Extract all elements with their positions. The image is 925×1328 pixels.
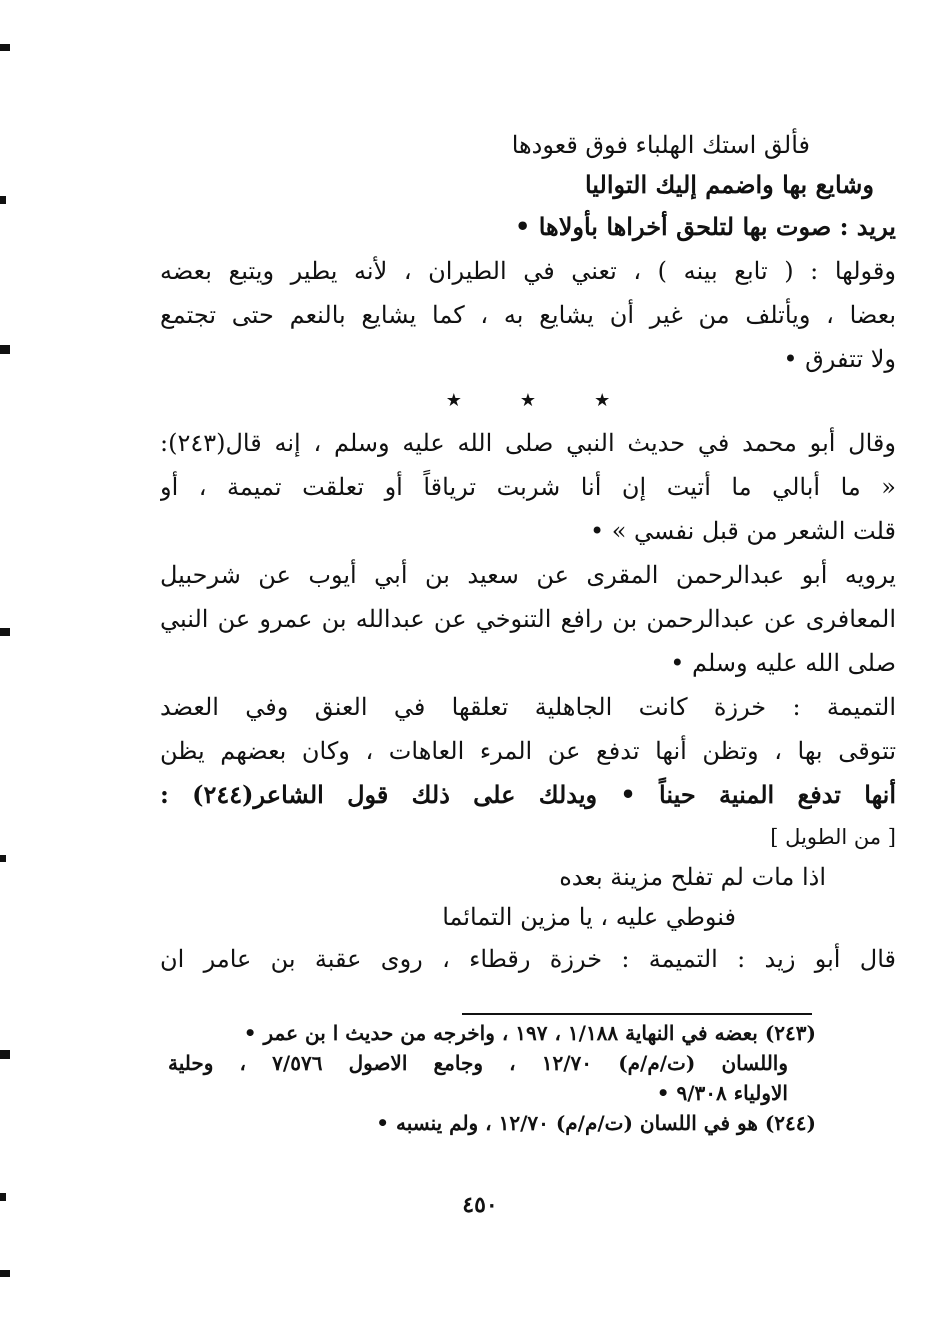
- verse-line: وشايع بها واضمم إليك التواليا: [584, 170, 874, 199]
- verse-line: اذا مات لم تفلح مزينة بعده: [559, 863, 826, 891]
- main-text: [160, 125, 896, 981]
- body-line: التميمة : خرزة كانت الجاهلية تعلقها في العنق وفي العضد: [160, 693, 896, 721]
- scan-margin-mark: [0, 196, 6, 204]
- body-line: ولا تتفرق •: [783, 345, 896, 373]
- scan-margin-mark: [0, 44, 10, 51]
- page-number: ٤٥٠: [462, 1192, 498, 1218]
- body-line: قلت الشعر من قبل نفسي » •: [589, 517, 896, 545]
- body-line: المعافرى عن عبدالرحمن بن رافع التنوخي عن عبدالله بن عمرو عن النبي: [160, 605, 896, 633]
- scan-margin-mark: [0, 345, 10, 354]
- meter-label: [ من الطويل ]: [770, 825, 896, 849]
- star-ornament: ★: [519, 390, 537, 411]
- star-ornament: ★: [445, 390, 462, 411]
- scan-margin-mark: [0, 628, 10, 636]
- footnote-line: (٢٤٣) بعضه في النهاية ١/١٨٨ ، ١٩٧ ، واخرجه من حديث ا بن عمر •: [243, 1021, 816, 1045]
- verse-line: فألق استك الهلباء فوق قعودها: [511, 131, 810, 159]
- body-line: « ما أبالي ما أتيت إن أنا شربت ترياقاً أو تعلقت تميمة ، أو: [160, 473, 896, 501]
- body-line: وقال أبو محمد في حديث النبي صلى الله عليه وسلم ، إنه قال(٢٤٣):: [160, 429, 896, 457]
- footnote-separator: [462, 1013, 812, 1015]
- body-line: صلى الله عليه وسلم •: [670, 649, 896, 677]
- scan-margin-mark: [0, 1050, 10, 1059]
- body-line: تتوقى بها ، وتظن أنها تدفع عن المرء العاهات ، وكان بعضهم يظن: [160, 737, 896, 765]
- footnote-line: واللسان (ت/م/م) ١٢/٧٠ ، وجامع الاصول ٧/٥٧٦ ، وحلية: [168, 1051, 789, 1075]
- section-divider: [160, 381, 896, 421]
- footnotes: [168, 1018, 816, 1138]
- star-ornament: ★: [594, 390, 611, 411]
- body-line: أنها تدفع المنية حيناً • ويدلك على ذلك قول الشاعر(٢٤٤) :: [160, 780, 896, 809]
- body-line: قال أبو زيد : التميمة : خرزة رقطاء ، روى عقبة بن عامر ان: [160, 945, 896, 973]
- body-line: يريد : صوت بها لتلحق أخراها بأولاها •: [515, 212, 896, 241]
- footnote-line: (٢٤٤) هو في اللسان (ت/م/م) ١٢/٧٠ ، ولم ينسبه •: [376, 1111, 816, 1135]
- body-line: وقولها : ( تابع بينه ) ، تعني في الطيران ، لأنه يطير ويتبع بعضه: [160, 257, 896, 285]
- scan-margin-mark: [0, 855, 6, 862]
- verse-line: فنوطي عليه ، يا مزين التمائما: [442, 903, 736, 931]
- scan-margin-mark: [0, 1193, 6, 1201]
- body-line: بعضا ، ويأتلف من غير أن يشايع به ، كما يشايع بالنعم حتى تجتمع: [160, 301, 896, 329]
- body-line: يرويه أبو عبدالرحمن المقرى عن سعيد بن أبي أيوب عن شرحبيل: [160, 561, 896, 589]
- footnote-line: الاولياء ٩/٣٠٨ •: [656, 1081, 788, 1105]
- scan-margin-mark: [0, 1270, 10, 1277]
